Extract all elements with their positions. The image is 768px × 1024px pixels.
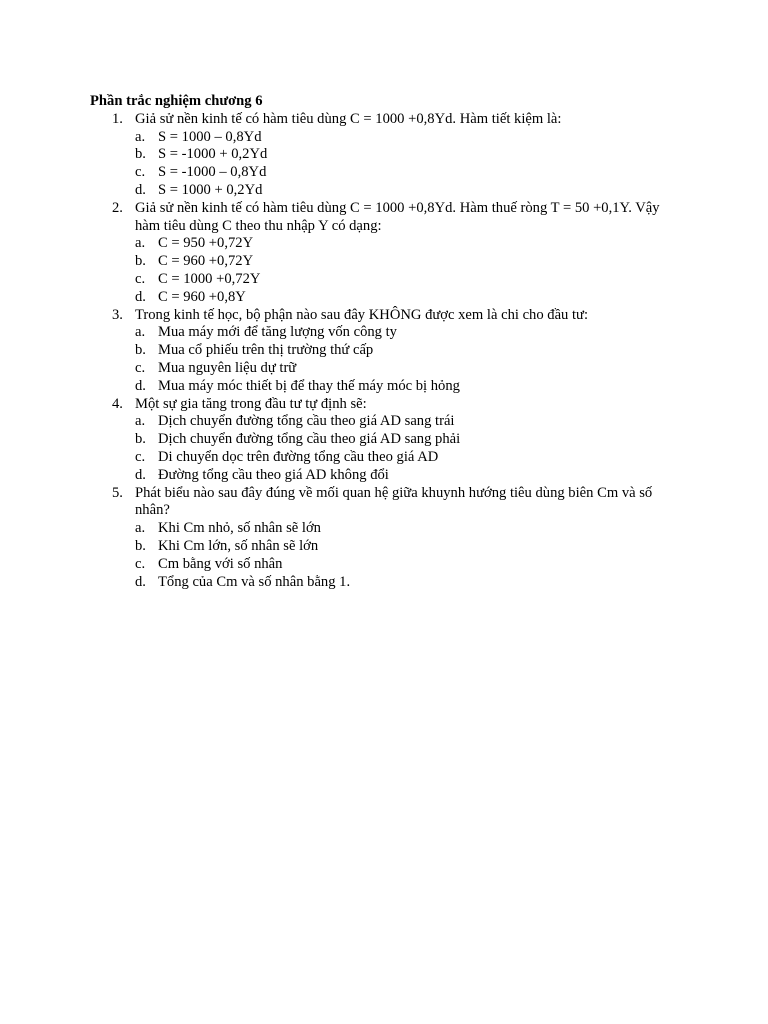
option-letter: c. [135, 555, 146, 572]
option-item [135, 235, 680, 253]
option-text: C = 960 +0,8Y [158, 288, 246, 305]
option-letter: d. [135, 573, 146, 590]
option-text: S = 1000 – 0,8Yd [158, 128, 262, 145]
option-item [135, 431, 680, 449]
option-letter: a. [135, 520, 146, 537]
option-text: Cm bằng với số nhân [158, 555, 283, 572]
option-letter: d. [135, 288, 146, 305]
option-text: Mua máy móc thiết bị để thay thế máy móc bị hỏng [158, 377, 460, 394]
option-text: Đường tổng cầu theo giá AD không đổi [158, 466, 389, 483]
option-letter: b. [135, 342, 146, 359]
option-letter: b. [135, 146, 146, 163]
question-item [90, 200, 680, 307]
option-letter: a. [135, 128, 146, 145]
question-number: 2. [112, 199, 123, 216]
option-letter: c. [135, 164, 146, 181]
option-item [135, 271, 680, 289]
option-letter: b. [135, 253, 146, 270]
option-text: C = 960 +0,72Y [158, 253, 254, 270]
option-text: Mua nguyên liệu dự trữ [158, 359, 297, 376]
option-item [135, 129, 680, 147]
question-number: 5. [112, 484, 123, 501]
option-text: Khi Cm nhỏ, số nhân sẽ lớn [158, 520, 321, 537]
option-item [135, 146, 680, 164]
option-item [135, 449, 680, 467]
option-item [135, 467, 680, 485]
option-list [135, 413, 680, 484]
page-title: Phần trắc nghiệm chương 6 [90, 93, 263, 109]
option-text: S = 1000 + 0,2Yd [158, 181, 263, 198]
question-list [90, 111, 680, 592]
question-number: 4. [112, 395, 123, 412]
option-letter: a. [135, 235, 146, 252]
option-text: Dịch chuyển đường tổng cầu theo giá AD sang phải [158, 431, 461, 448]
question-text: Giả sử nền kinh tế có hàm tiêu dùng C = 1000 +0,8Yd. Hàm tiết kiệm là: [135, 110, 562, 127]
option-letter: c. [135, 448, 146, 465]
option-item [135, 378, 680, 396]
question-item [90, 111, 680, 200]
option-item [135, 413, 680, 431]
question-number: 1. [112, 110, 123, 127]
option-text: C = 950 +0,72Y [158, 235, 254, 252]
option-item [135, 538, 680, 556]
option-letter: d. [135, 181, 146, 198]
option-list [135, 129, 680, 200]
option-letter: b. [135, 537, 146, 554]
question-text: Trong kinh tế học, bộ phận nào sau đây KHÔNG được xem là chi cho đầu tư: [135, 306, 589, 323]
question-item [90, 485, 680, 592]
question-item [90, 307, 680, 396]
option-text: Mua cổ phiếu trên thị trường thứ cấp [158, 342, 374, 359]
option-text: Tổng của Cm và số nhân bằng 1. [158, 573, 351, 590]
option-item [135, 324, 680, 342]
question-text: Giả sử nền kinh tế có hàm tiêu dùng C = 1000 +0,8Yd. Hàm thuế ròng T = 50 +0,1Y. Vậy hàm tiêu dùng C theo thu nhập Y có dạng: [135, 199, 660, 234]
option-text: Khi Cm lớn, số nhân sẽ lớn [158, 537, 319, 554]
option-item [135, 360, 680, 378]
option-letter: d. [135, 466, 146, 483]
option-item [135, 520, 680, 538]
option-item [135, 164, 680, 182]
option-letter: c. [135, 270, 146, 287]
question-number: 3. [112, 306, 123, 323]
option-item [135, 289, 680, 307]
option-letter: c. [135, 359, 146, 376]
option-text: Dịch chuyển đường tổng cầu theo giá AD sang trái [158, 413, 455, 430]
option-letter: a. [135, 324, 146, 341]
option-letter: d. [135, 377, 146, 394]
option-letter: b. [135, 431, 146, 448]
option-text: S = -1000 – 0,8Yd [158, 164, 267, 181]
option-text: C = 1000 +0,72Y [158, 270, 261, 287]
option-list [135, 235, 680, 306]
option-letter: a. [135, 413, 146, 430]
option-text: S = -1000 + 0,2Yd [158, 146, 268, 163]
option-list [135, 324, 680, 395]
option-item [135, 574, 680, 592]
question-text: Phát biểu nào sau đây đúng về mối quan hệ giữa khuynh hướng tiêu dùng biên Cm và số nhân? [135, 484, 653, 519]
option-item [135, 342, 680, 360]
document-page [90, 93, 680, 591]
option-list [135, 520, 680, 591]
option-item [135, 253, 680, 271]
option-text: Di chuyển dọc trên đường tổng cầu theo giá AD [158, 448, 439, 465]
option-item [135, 182, 680, 200]
option-item [135, 556, 680, 574]
option-text: Mua máy mới để tăng lượng vốn công ty [158, 324, 397, 341]
question-item [90, 396, 680, 485]
question-text: Một sự gia tăng trong đầu tư tự định sẽ: [135, 395, 367, 412]
